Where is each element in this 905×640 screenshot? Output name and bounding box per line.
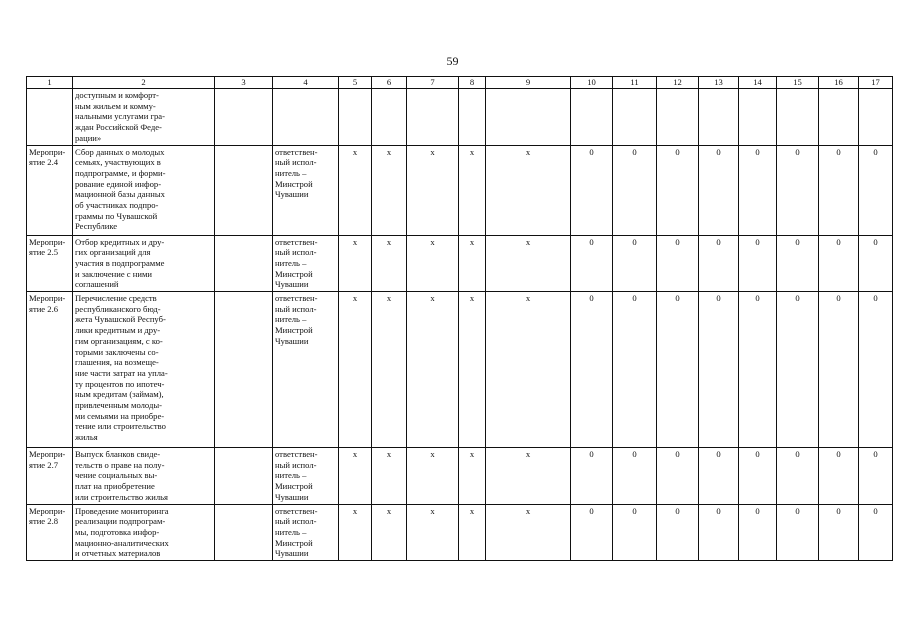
event-amount-cell: 0: [859, 292, 893, 448]
continuation-empty-cell: [739, 89, 777, 146]
event-name-cell: Отбор кредитных и дру- гих организаций для участия в подпрограмме и заключение с ними соглашений: [73, 235, 215, 292]
event-empty-cell: [215, 504, 273, 561]
event-amount-cell: 0: [819, 448, 859, 505]
event-amount-cell: 0: [613, 504, 657, 561]
column-number-1: 1: [27, 77, 73, 89]
event-x-cell: х: [486, 504, 571, 561]
event-name-cell: Выпуск бланков свиде- тельств о праве на полу- чение социальных вы- плат на приобретение или строительство жилья: [73, 448, 215, 505]
event-x-cell: х: [339, 292, 372, 448]
continuation-empty-cell: [819, 89, 859, 146]
event-code: Меропри- ятие 2.8: [29, 505, 66, 527]
column-number-row: [27, 77, 893, 89]
event-row: [27, 448, 893, 505]
column-number-14: 14: [739, 77, 777, 89]
event-amount-cell: 0: [777, 292, 819, 448]
column-number-2: 2: [73, 77, 215, 89]
event-empty-cell: [215, 145, 273, 235]
event-x-cell: х: [407, 504, 459, 561]
column-number-7: 7: [407, 77, 459, 89]
event-amount-cell: 0: [613, 145, 657, 235]
event-x-cell: х: [407, 235, 459, 292]
continuation-code-cell: [27, 89, 73, 146]
column-number-12: 12: [657, 77, 699, 89]
event-amount-cell: 0: [859, 235, 893, 292]
event-amount-cell: 0: [699, 145, 739, 235]
event-amount-cell: 0: [819, 145, 859, 235]
event-x-cell: х: [339, 235, 372, 292]
continuation-empty-cell: [372, 89, 407, 146]
event-row: [27, 504, 893, 561]
event-code-cell: [27, 448, 73, 505]
column-number-15: 15: [777, 77, 819, 89]
event-amount-cell: 0: [819, 235, 859, 292]
event-executor-cell: ответствен- ный испол- нитель – Минстрой Чувашии: [273, 448, 339, 505]
event-amount-cell: 0: [657, 145, 699, 235]
event-code-cell: [27, 145, 73, 235]
event-x-cell: х: [459, 448, 486, 505]
column-number-11: 11: [613, 77, 657, 89]
event-x-cell: х: [407, 145, 459, 235]
event-amount-cell: 0: [613, 292, 657, 448]
event-amount-cell: 0: [571, 448, 613, 505]
event-amount-cell: 0: [777, 145, 819, 235]
event-x-cell: х: [339, 145, 372, 235]
event-executor-cell: ответствен- ный испол- нитель – Минстрой Чувашии: [273, 292, 339, 448]
event-x-cell: х: [372, 292, 407, 448]
continuation-row: [27, 89, 893, 146]
event-row: [27, 235, 893, 292]
event-x-cell: х: [407, 448, 459, 505]
event-code: Меропри- ятие 2.4: [29, 146, 66, 168]
event-code: Меропри- ятие 2.6: [29, 293, 66, 314]
event-x-cell: х: [459, 292, 486, 448]
continuation-empty-cell: [339, 89, 372, 146]
event-x-cell: х: [339, 504, 372, 561]
event-code-cell: [27, 292, 73, 448]
continuation-empty-cell: [657, 89, 699, 146]
event-executor-cell: ответствен- ный испол- нитель – Минстрой Чувашии: [273, 145, 339, 235]
continuation-empty-cell: [459, 89, 486, 146]
event-x-cell: х: [372, 235, 407, 292]
event-amount-cell: 0: [657, 235, 699, 292]
event-amount-cell: 0: [819, 292, 859, 448]
event-amount-cell: 0: [571, 292, 613, 448]
continuation-empty-cell: [699, 89, 739, 146]
event-x-cell: х: [486, 235, 571, 292]
event-x-cell: х: [459, 504, 486, 561]
event-amount-cell: 0: [657, 448, 699, 505]
event-amount-cell: 0: [571, 504, 613, 561]
event-x-cell: х: [372, 504, 407, 561]
event-x-cell: х: [486, 292, 571, 448]
event-code-cell: [27, 235, 73, 292]
event-amount-cell: 0: [777, 235, 819, 292]
event-x-cell: х: [339, 448, 372, 505]
continuation-name-cell: доступным и комфорт- ным жильем и комму- нальными услугами гра- ждан Российской Феде- рации»: [73, 89, 215, 146]
event-amount-cell: 0: [819, 504, 859, 561]
event-row: [27, 145, 893, 235]
event-executor-cell: ответствен- ный испол- нитель – Минстрой Чувашии: [273, 504, 339, 561]
column-number-16: 16: [819, 77, 859, 89]
event-amount-cell: 0: [739, 448, 777, 505]
event-amount-cell: 0: [699, 235, 739, 292]
column-number-8: 8: [459, 77, 486, 89]
column-number-5: 5: [339, 77, 372, 89]
event-amount-cell: 0: [739, 145, 777, 235]
event-amount-cell: 0: [699, 448, 739, 505]
continuation-empty-cell: [486, 89, 571, 146]
continuation-empty-cell: [273, 89, 339, 146]
continuation-empty-cell: [613, 89, 657, 146]
event-amount-cell: 0: [859, 448, 893, 505]
column-number-10: 10: [571, 77, 613, 89]
event-amount-cell: 0: [571, 145, 613, 235]
event-code: Меропри- ятие 2.5: [29, 236, 66, 258]
event-x-cell: х: [459, 235, 486, 292]
continuation-empty-cell: [407, 89, 459, 146]
event-x-cell: х: [372, 145, 407, 235]
event-x-cell: х: [486, 448, 571, 505]
continuation-empty-cell: [215, 89, 273, 146]
event-amount-cell: 0: [657, 292, 699, 448]
column-number-17: 17: [859, 77, 893, 89]
column-number-3: 3: [215, 77, 273, 89]
event-amount-cell: 0: [657, 504, 699, 561]
event-executor-cell: ответствен- ный испол- нитель – Минстрой Чувашии: [273, 235, 339, 292]
event-amount-cell: 0: [739, 292, 777, 448]
event-x-cell: х: [459, 145, 486, 235]
event-amount-cell: 0: [739, 235, 777, 292]
event-x-cell: х: [407, 292, 459, 448]
event-x-cell: х: [486, 145, 571, 235]
program-events-table: [26, 76, 893, 561]
column-number-9: 9: [486, 77, 571, 89]
column-number-13: 13: [699, 77, 739, 89]
event-empty-cell: [215, 448, 273, 505]
event-amount-cell: 0: [613, 235, 657, 292]
event-code-cell: [27, 504, 73, 561]
event-x-cell: х: [372, 448, 407, 505]
continuation-empty-cell: [777, 89, 819, 146]
event-amount-cell: 0: [777, 448, 819, 505]
event-name-cell: Перечисление средств республиканского бюд- жета Чувашской Респуб- лики кредитным и дру- гим организациям, с ко- торыми заключены со- глашения, на возмеще- ние части затрат на упла- ту процентов по ипотеч- ным кредитам (займам), привлеченным молоды- ми семьями на приобре- тение или строительство жилья: [73, 292, 215, 448]
event-amount-cell: 0: [859, 504, 893, 561]
event-empty-cell: [215, 235, 273, 292]
event-amount-cell: 0: [699, 292, 739, 448]
page-number: 59: [446, 54, 459, 68]
event-empty-cell: [215, 292, 273, 448]
event-amount-cell: 0: [571, 235, 613, 292]
event-amount-cell: 0: [859, 145, 893, 235]
column-number-6: 6: [372, 77, 407, 89]
column-number-4: 4: [273, 77, 339, 89]
continuation-empty-cell: [571, 89, 613, 146]
event-amount-cell: 0: [613, 448, 657, 505]
event-name-cell: Сбор данных о молодых семьях, участвующих в подпрограмме, и форми- рование единой инфор- мационной базы данных об участниках подпро- граммы по Чувашской Республике: [73, 145, 215, 235]
event-row: [27, 292, 893, 448]
event-code: Меропри- ятие 2.7: [29, 449, 66, 470]
event-name-cell: Проведение мониторинга реализации подпрограм- мы, подготовка инфор- мационно-аналитических и отчетных материалов: [73, 504, 215, 561]
continuation-empty-cell: [859, 89, 893, 146]
event-amount-cell: 0: [739, 504, 777, 561]
event-amount-cell: 0: [777, 504, 819, 561]
event-amount-cell: 0: [699, 504, 739, 561]
